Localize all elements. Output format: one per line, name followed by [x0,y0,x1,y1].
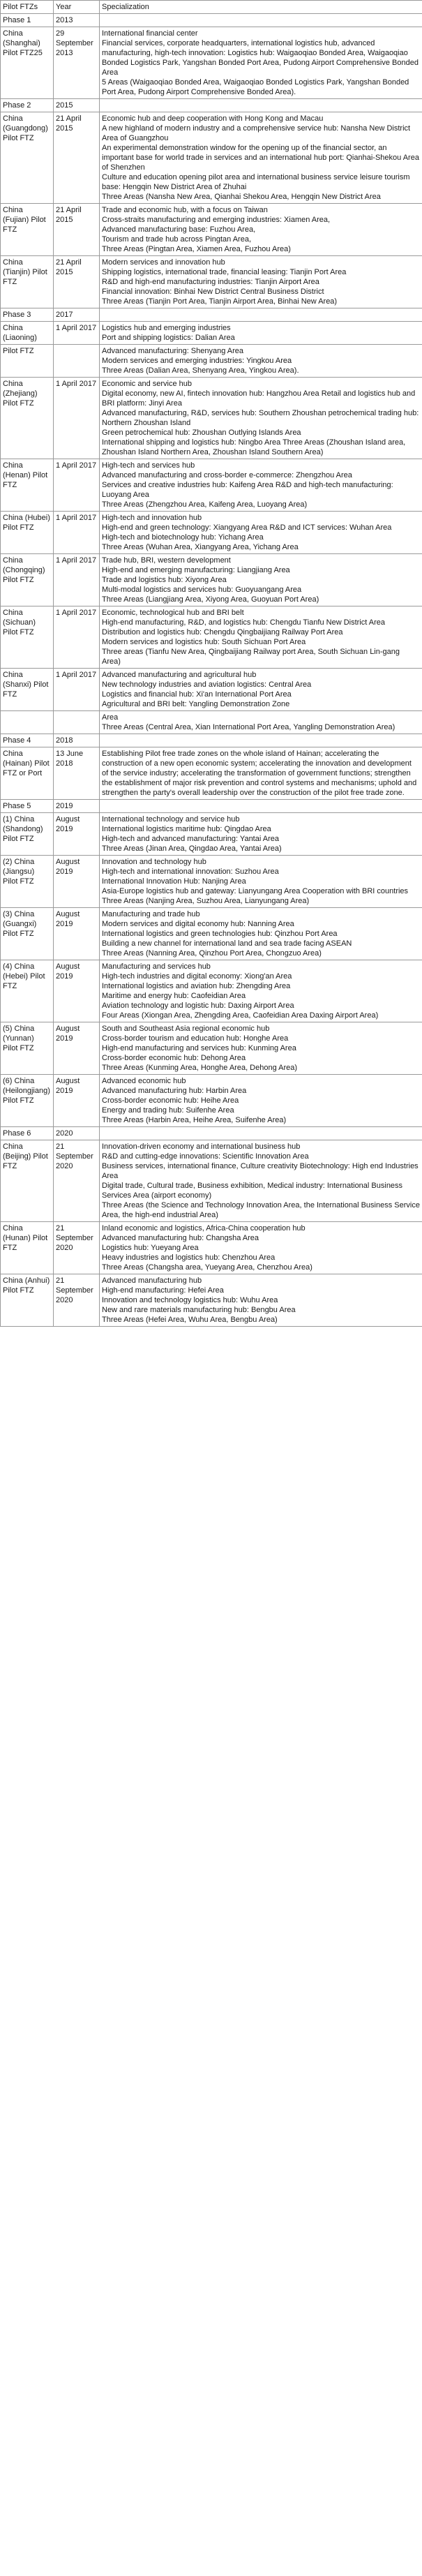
specialization-line: Digital economy, new AI, fintech innovation hub: Hangzhou Area Retail and logistics hub and BRI platform: Jinyi Area [102,389,416,408]
ftz-name-cell: Phase 2 [1,99,54,112]
specialization-line: High-tech and innovation hub [102,514,202,522]
table-row [1,1222,422,1274]
year-cell: 2020 [54,1127,100,1140]
year-cell: 21 September 2020 [54,1222,100,1274]
specialization-cell [100,554,422,606]
ftz-name-cell: (5) China (Yunnan) Pilot FTZ [1,1022,54,1075]
specialization-line: Advanced manufacturing, R&D, services hub: Southern Zhoushan petrochemical trading hub: Northern Zhoushan Island [102,409,419,427]
specialization-line: High-end manufacturing, R&D, and logistics hub: Chengdu Tianfu New District Area Distribution and logistics hub: Chengdu Qingbaijiang Railway Port Area [102,618,385,636]
specialization-line: International logistics maritime hub: Qingdao Area [102,825,271,833]
col-header-year: Year [54,1,100,14]
table-row [1,308,422,322]
specialization-line: Three Areas (Nanjing Area, Suzhou Area, Lianyungang Area) [102,897,310,905]
table-row [1,14,422,27]
specialization-line: Inland economic and logistics, Africa-China cooperation hub [102,1224,306,1233]
specialization-cell [100,512,422,554]
specialization-line: High-end manufacturing and services hub: Kunming Area [102,1044,296,1052]
year-cell: 1 April 2017 [54,459,100,512]
specialization-line: Advanced manufacturing and cross-border e-commerce: Zhengzhou Area [102,471,352,479]
year-cell: 21 September 2020 [54,1140,100,1222]
ftz-name-cell: Phase 6 [1,1127,54,1140]
year-cell: August 2019 [54,908,100,960]
specialization-line: Logistics and financial hub: Xi'an International Port Area [102,690,292,699]
specialization-line: Three Areas (Pingtan Area, Xiamen Area, Fuzhou Area) [102,245,291,253]
specialization-line: Advanced manufacturing and agricultural hub [102,671,257,679]
ftz-name-cell: China (Chongqing) Pilot FTZ [1,554,54,606]
table-row [1,378,422,459]
specialization-line: Trade and economic hub, with a focus on Taiwan [102,206,268,214]
specialization-cell [100,734,422,747]
specialization-cell [100,669,422,711]
specialization-cell [100,1127,422,1140]
specialization-line: Area [102,713,119,722]
specialization-line: R&D and high-end manufacturing industries: Tianjin Airport Area [102,278,319,286]
specialization-line: Energy and trading hub: Suifenhe Area [102,1106,234,1115]
specialization-line: Modern services and emerging industries: Yingkou Area [102,357,292,365]
specialization-line: Port and shipping logistics: Dalian Area [102,334,235,342]
specialization-line: New and rare materials manufacturing hub: Bengbu Area [102,1306,296,1314]
table-row [1,256,422,308]
header-row [1,1,422,14]
specialization-cell [100,960,422,1022]
year-cell: 2017 [54,308,100,322]
specialization-line: High-end and green technology: Xiangyang Area R&D and ICT services: Wuhan Area [102,523,392,532]
col-header-pilot-ftzs: Pilot FTZs [1,1,54,14]
year-cell: 1 April 2017 [54,512,100,554]
specialization-cell [100,800,422,813]
table-row [1,1075,422,1127]
specialization-line: Advanced manufacturing hub: Harbin Area [102,1087,247,1095]
year-cell: 21 April 2015 [54,256,100,308]
specialization-line: New technology industries and aviation logistics: Central Area [102,680,312,689]
specialization-line: Modern services and innovation hub [102,258,225,267]
ftz-name-cell: China (Guangdong) Pilot FTZ [1,112,54,204]
specialization-line: Logistics hub: Yueyang Area [102,1244,199,1252]
year-cell: 1 April 2017 [54,378,100,459]
year-cell: 1 April 2017 [54,554,100,606]
specialization-line: Three areas (Tianfu New Area, Qingbaijiang Railway port Area, South Sichuan Lin-gang Area) [102,648,400,666]
table-row [1,669,422,711]
year-cell: 2018 [54,734,100,747]
specialization-line: Three Areas (Tianjin Port Area, Tianjin Airport Area, Binhai New Area) [102,297,338,306]
specialization-line: Manufacturing and services hub [102,962,211,971]
specialization-cell [100,1075,422,1127]
year-cell: 21 April 2015 [54,112,100,204]
col-header-specialization: Specialization [100,1,422,14]
ftz-name-cell: China (Beijing) Pilot FTZ [1,1140,54,1222]
specialization-cell [100,747,422,800]
table-row [1,734,422,747]
table-row [1,800,422,813]
specialization-line: Culture and education opening pilot area and international business service leisure tourism base: Hengqin New District Area of Zhuhai [102,173,410,191]
specialization-cell [100,711,422,734]
specialization-line: Advanced manufacturing hub: Changsha Area [102,1234,259,1242]
specialization-line: Heavy industries and logistics hub: Chenzhou Area [102,1253,276,1262]
year-cell [54,711,100,734]
specialization-line: Agricultural and BRI belt: Yangling Demonstration Zone [102,700,290,708]
specialization-line: Tourism and trade hub across Pingtan Area, [102,235,252,244]
year-cell: 13 June 2018 [54,747,100,800]
specialization-line: South and Southeast Asia regional economic hub [102,1025,270,1033]
ftz-name-cell: China (Hainan) Pilot FTZ or Port [1,747,54,800]
table-row [1,1022,422,1075]
specialization-line: Innovation and technology hub [102,858,206,866]
specialization-line: Modern services and digital economy hub: Nanning Area [102,920,294,928]
ftz-name-cell: Phase 5 [1,800,54,813]
specialization-cell [100,1222,422,1274]
ftz-name-cell [1,711,54,734]
specialization-line: Three Areas (Nanning Area, Qinzhou Port Area, Chongzuo Area) [102,949,322,958]
specialization-cell [100,856,422,908]
specialization-line: Services and creative industries hub: Kaifeng Area R&D and high-tech manufacturing: Luoyang Area [102,481,393,499]
specialization-line: Three Areas (Jinan Area, Qingdao Area, Yantai Area) [102,844,282,853]
specialization-cell [100,345,422,378]
year-cell: August 2019 [54,960,100,1022]
ftz-name-cell: Phase 3 [1,308,54,322]
specialization-cell [100,813,422,856]
ftz-name-cell: China (Henan) Pilot FTZ [1,459,54,512]
table-row [1,960,422,1022]
table-row [1,459,422,512]
specialization-line: Manufacturing and trade hub [102,910,200,918]
table-row [1,512,422,554]
year-cell: 2013 [54,14,100,27]
specialization-line: High-end manufacturing: Hefei Area [102,1286,224,1295]
specialization-line: Three Areas (Harbin Area, Heihe Area, Suifenhe Area) [102,1116,287,1124]
year-cell: August 2019 [54,856,100,908]
table-row [1,112,422,204]
specialization-line: International logistics and aviation hub: Zhengding Area [102,982,291,990]
specialization-line: Financial innovation: Binhai New District Central Business District [102,288,324,296]
specialization-cell [100,606,422,669]
ftz-name-cell: (3) China (Guangxi) Pilot FTZ [1,908,54,960]
specialization-line: Green petrochemical hub: Zhoushan Outlying Islands Area [102,429,301,437]
ftz-name-cell: Pilot FTZ [1,345,54,378]
specialization-line: Financial services, corporate headquarters, international logistics hub, advanced manufacturing, high-tech innovation: Logistics hub: Waigaoqiao Bonded Area, Waigaoqiao Bonded Logistics Park, Yangshan Bonded Port Area, Pudong Airport Comprehensive Bonded Area [102,39,419,77]
year-cell [54,345,100,378]
specialization-line: Cross-border tourism and education hub: Honghe Area [102,1034,289,1043]
specialization-line: Digital trade, Cultural trade, Business exhibition, Medical industry: International Business Services Area (airport economy) [102,1182,403,1200]
year-cell: 2019 [54,800,100,813]
specialization-line: Modern services and logistics hub: South Sichuan Port Area [102,638,306,646]
ftz-name-cell: Phase 4 [1,734,54,747]
ftz-name-cell: China (Anhui) Pilot FTZ [1,1274,54,1327]
ftz-name-cell: China (Liaoning) [1,322,54,345]
ftz-name-cell: China (Fujian) Pilot FTZ [1,204,54,256]
table-row [1,345,422,378]
ftz-name-cell: China (Zhejiang) Pilot FTZ [1,378,54,459]
specialization-line: Advanced manufacturing hub [102,1276,202,1285]
specialization-line: Three Areas (Dalian Area, Shenyang Area, Yingkou Area). [102,366,299,375]
table-row [1,606,422,669]
ftz-name-cell: (6) China (Heilongjiang) Pilot FTZ [1,1075,54,1127]
specialization-line: Innovation and technology logistics hub: Wuhu Area [102,1296,278,1304]
table-row [1,322,422,345]
specialization-line: International logistics and green technologies hub: Qinzhou Port Area [102,930,338,938]
year-cell: 29 September 2013 [54,27,100,99]
year-cell: August 2019 [54,813,100,856]
table-row [1,813,422,856]
specialization-line: Business services, international finance, Culture creativity Biotechnology: High end Industries Area [102,1162,419,1180]
specialization-line: High-tech industries and digital economy: Xiong'an Area [102,972,292,981]
specialization-line: Advanced economic hub [102,1077,186,1085]
specialization-cell [100,1022,422,1075]
specialization-cell [100,204,422,256]
specialization-line: High-tech and international innovation: Suzhou Area [102,868,279,876]
table-row [1,747,422,800]
specialization-line: Aviation technology and logistic hub: Daxing Airport Area [102,1002,294,1010]
specialization-cell [100,322,422,345]
specialization-line: R&D and cutting-edge innovations: Scientific Innovation Area [102,1152,309,1161]
year-cell: August 2019 [54,1075,100,1127]
year-cell: 21 September 2020 [54,1274,100,1327]
specialization-line: International shipping and logistics hub: Ningbo Area Three Areas (Zhoushan Island area, Zhoushan Island Northern Area, Zhoushan Island Southern Area) [102,438,406,456]
ftz-name-cell: (4) China (Hebei) Pilot FTZ [1,960,54,1022]
ftz-name-cell: China (Shanxi) Pilot FTZ [1,669,54,711]
ftz-name-cell: China (Tianjin) Pilot FTZ [1,256,54,308]
specialization-line: Innovation-driven economy and international business hub [102,1142,301,1151]
ftz-name-cell: Phase 1 [1,14,54,27]
specialization-line: International technology and service hub [102,815,240,824]
specialization-line: Economic and service hub [102,380,193,388]
table-row [1,1127,422,1140]
table-row [1,99,422,112]
specialization-cell [100,308,422,322]
specialization-line: Advanced manufacturing base: Fuzhou Area, [102,225,256,234]
specialization-line: High-tech and biotechnology hub: Yichang Area [102,533,264,542]
specialization-line: High-end and emerging manufacturing: Liangjiang Area [102,566,290,574]
specialization-cell [100,1274,422,1327]
specialization-line: Building a new channel for international land and sea trade facing ASEAN [102,939,352,948]
specialization-cell [100,459,422,512]
specialization-cell [100,99,422,112]
ftz-name-cell: (2) China (Jiangsu) Pilot FTZ [1,856,54,908]
ftz-name-cell: (1) China (Shandong) Pilot FTZ [1,813,54,856]
specialization-line: High-tech and services hub [102,461,195,470]
specialization-line: Multi-modal logistics and services hub: Guoyuangang Area [102,586,302,594]
specialization-line: Three Areas (Central Area, Xian International Port Area, Yangling Demonstration Area) [102,723,395,731]
specialization-cell [100,378,422,459]
table-row [1,554,422,606]
specialization-line: Economic hub and deep cooperation with Hong Kong and Macau [102,114,324,123]
table-row [1,27,422,99]
table-row [1,1274,422,1327]
specialization-line: Three Areas (Wuhan Area, Xiangyang Area, Yichang Area [102,543,299,551]
specialization-line: 5 Areas (Waigaoqiao Bonded Area, Waigaoqiao Bonded Logistics Park, Yangshan Bonded Port Area, Pudong Airport Comprehensive Bonded Area). [102,78,409,96]
specialization-cell [100,14,422,27]
specialization-cell [100,908,422,960]
specialization-line: Four Areas (Xiongan Area, Zhengding Area, Caofeidian Area Daxing Airport Area) [102,1011,379,1020]
year-cell: August 2019 [54,1022,100,1075]
specialization-line: An experimental demonstration window for the opening up of the financial sector, an important base for world trade in services and an international hub port: Qianhai-Shekou Area of Shenzhen [102,144,419,172]
specialization-line: Three Areas (Liangjiang Area, Xiyong Area, Guoyuan Port Area) [102,595,319,604]
specialization-line: Establishing Pilot free trade zones on the whole island of Hainan; accelerating the construction of a new open economic system; accelerating the innovation and development of the service industry; accelerating the transformation of government functions; strengthen the establishment of major risk prevention and control systems and mechanisms; uphold and strengthen the party's overall leadership over the construction of the pilot free trade zone. [102,750,417,797]
specialization-line: Cross-border economic hub: Dehong Area [102,1054,246,1062]
ftz-name-cell: China (Hunan) Pilot FTZ [1,1222,54,1274]
specialization-line: Trade hub, BRI, western development [102,556,231,565]
table-row [1,711,422,734]
specialization-line: International Innovation Hub: Nanjing Area [102,877,246,886]
specialization-line: High-tech and advanced manufacturing: Yantai Area [102,835,279,843]
specialization-line: Economic, technological hub and BRI belt [102,609,244,617]
year-cell: 2015 [54,99,100,112]
specialization-cell [100,27,422,99]
ftz-name-cell: China (Hubei) Pilot FTZ [1,512,54,554]
specialization-line: Logistics hub and emerging industries [102,324,231,332]
specialization-line: Trade and logistics hub: Xiyong Area [102,576,227,584]
specialization-line: Cross-straits manufacturing and emerging industries: Xiamen Area, [102,216,331,224]
specialization-line: Three Areas (Nansha New Area, Qianhai Shekou Area, Hengqin New District Area [102,193,381,201]
specialization-line: Maritime and energy hub: Caofeidian Area [102,992,246,1000]
specialization-cell [100,256,422,308]
specialization-line: Cross-border economic hub: Heihe Area [102,1096,239,1105]
specialization-line: A new highland of modern industry and a comprehensive service hub: Nansha New District Area of Guangzhou [102,124,411,142]
table-row [1,204,422,256]
specialization-line: Three Areas (the Science and Technology Innovation Area, the International Business Service Area, the high-end industrial Area) [102,1201,420,1219]
specialization-cell [100,1140,422,1222]
specialization-cell [100,112,422,204]
specialization-line: Three Areas (Kunming Area, Honghe Area, Dehong Area) [102,1064,298,1072]
specialization-line: Shipping logistics, international trade, financial leasing: Tianjin Port Area [102,268,347,276]
specialization-line: Three Areas (Zhengzhou Area, Kaifeng Area, Luoyang Area) [102,500,308,509]
specialization-line: Advanced manufacturing: Shenyang Area [102,347,244,355]
table-body [1,14,422,1327]
table-row [1,1140,422,1222]
specialization-line: Three Areas (Hefei Area, Wuhu Area, Bengbu Area) [102,1316,278,1324]
ftz-name-cell: China (Sichuan) Pilot FTZ [1,606,54,669]
specialization-line: International financial center [102,29,198,38]
specialization-line: Three Areas (Changsha area, Yueyang Area, Chenzhou Area) [102,1263,312,1272]
year-cell: 1 April 2017 [54,606,100,669]
specialization-line: Asia-Europe logistics hub and gateway: Lianyungang Area Cooperation with BRI countries [102,887,409,895]
ftz-name-cell: China (Shanghai) Pilot FTZ25 [1,27,54,99]
table-row [1,856,422,908]
table-row [1,908,422,960]
year-cell: 1 April 2017 [54,669,100,711]
year-cell: 21 April 2015 [54,204,100,256]
year-cell: 1 April 2017 [54,322,100,345]
